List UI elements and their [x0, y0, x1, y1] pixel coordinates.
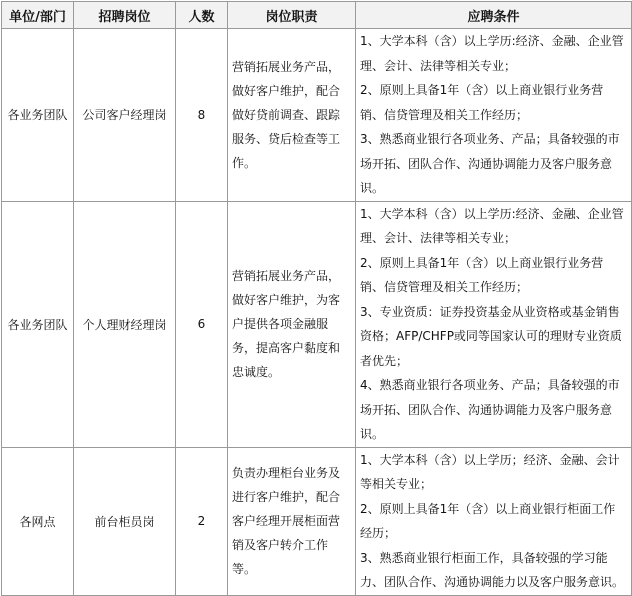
row-requirements	[356, 201, 632, 447]
requirement-item: 2、原则上具备1年（含）以上商业银行柜面工作经历；	[360, 501, 616, 540]
row-count: 2	[176, 447, 228, 595]
row-requirements	[356, 447, 632, 595]
row-duty	[228, 29, 356, 202]
table-row	[2, 447, 632, 595]
duty-text: 营销拓展业务产品，做好客户维护，配合做好贷前调查、跟踪服务、贷后检查等工作。	[232, 59, 341, 170]
row-unit: 各网点	[2, 447, 74, 595]
requirement-item: 3、熟悉商业银行各项业务、产品；具备较强的市场开拓、团队合作、沟通协调能力及客户服务意识。	[360, 132, 620, 195]
header-requirements: 应聘条件	[356, 2, 632, 29]
row-duty	[228, 201, 356, 447]
requirement-item: 1、大学本科（含）以上学历:经济、金融、企业管理、会计、法律等相关专业；	[360, 34, 624, 73]
header-post: 招聘岗位	[74, 2, 176, 29]
row-post: 个人理财经理岗	[74, 201, 176, 447]
recruitment-table	[1, 1, 632, 596]
row-post: 公司客户经理岗	[74, 29, 176, 202]
requirement-item: 1、大学本科（含）以上学历；经济、金融、会计等相关专业；	[360, 452, 620, 491]
row-count: 8	[176, 29, 228, 202]
table-row	[2, 29, 632, 202]
requirement-item: 3、专业资质：证券投资基金从业资格或基金销售资格；AFP/CHFP或同等国家认可的理财专业资质者优先；	[360, 304, 622, 368]
row-count: 6	[176, 201, 228, 447]
row-unit: 各业务团队	[2, 201, 74, 447]
table-row	[2, 201, 632, 447]
row-duty	[228, 447, 356, 595]
header-duty: 岗位职责	[228, 2, 356, 29]
row-unit: 各业务团队	[2, 29, 74, 202]
duty-text: 营销拓展业务产品，做好客户维护，为客户提供各项金融服务，提高客户黏度和忠诚度。	[232, 269, 341, 379]
requirement-item: 2、原则上具备1年（含）以上商业银行业务营销、信贷管理及相关工作经历；	[360, 255, 604, 294]
header-unit: 单位/部门	[2, 2, 74, 29]
header-count: 人数	[176, 2, 228, 29]
requirement-item: 3、熟悉商业银行柜面工作，具备较强的学习能力、团队合作、沟通协调能力以及客户服务意识。	[360, 550, 625, 589]
requirement-item: 2、原则上具备1年（含）以上商业银行业务营销、信贷管理及相关工作经历；	[360, 83, 604, 122]
row-requirements	[356, 29, 632, 202]
header-row	[2, 2, 632, 29]
requirement-item: 1、大学本科（含）以上学历:经济、金融、企业管理、会计、法律等相关专业；	[360, 206, 624, 245]
row-post: 前台柜员岗	[74, 447, 176, 595]
requirement-item: 4、熟悉商业银行各项业务、产品；具备较强的市场开拓、团队合作、沟通协调能力及客户服务意识。	[360, 378, 620, 441]
duty-text: 负责办理柜台业务及进行客户维护，配合客户经理开展柜面营销及客户转介工作等。	[232, 466, 341, 576]
